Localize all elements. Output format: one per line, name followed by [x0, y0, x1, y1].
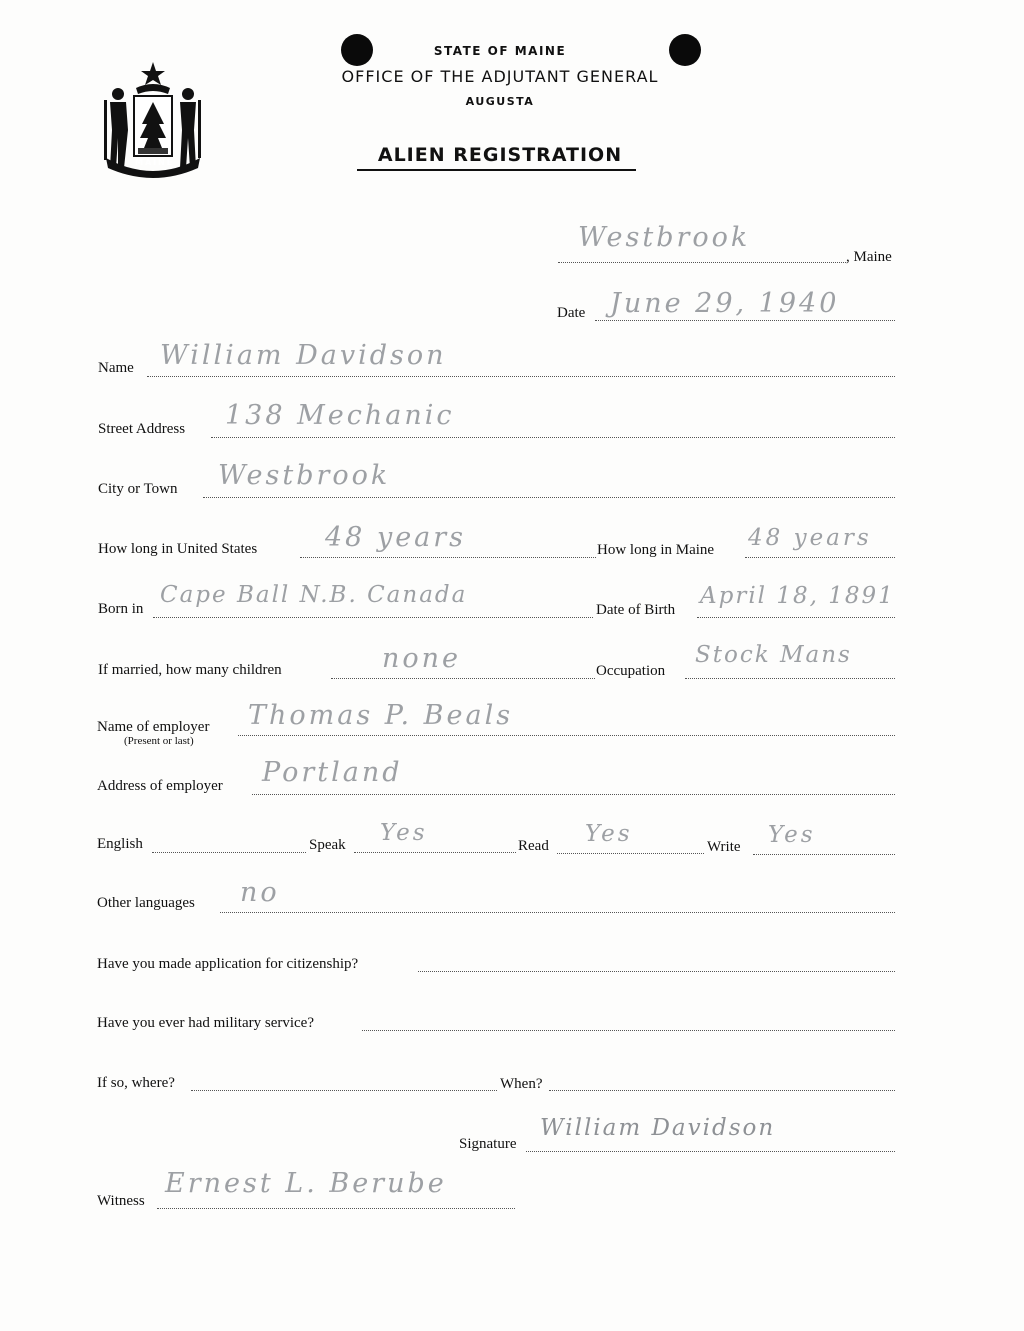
read-dotted-line [557, 853, 704, 854]
children-label: If married, how many children [98, 662, 282, 678]
born-in-value: Cape Ball N.B. Canada [160, 582, 468, 608]
employer-value: Thomas P. Beals [248, 700, 514, 731]
date-dotted-line [595, 320, 895, 321]
maine-label: , Maine [846, 249, 892, 265]
how-long-maine-value: 48 years [748, 525, 872, 551]
dob-dotted-line [697, 617, 895, 618]
occupation-label: Occupation [596, 663, 666, 679]
street-label: Street Address [98, 421, 186, 437]
employer-address-label: Address of employer [97, 778, 223, 794]
children-value: none [382, 643, 462, 674]
read-value: Yes [585, 821, 633, 847]
how-long-maine-dotted-line [745, 557, 895, 558]
employer-label: Name of employer [97, 719, 210, 735]
where-dotted-line [191, 1090, 497, 1091]
signature-value: William Davidson [540, 1115, 776, 1141]
where-label: If so, where? [97, 1075, 175, 1091]
street-value: 138 Mechanic [225, 400, 455, 431]
place-dotted-line [558, 262, 846, 263]
write-label: Write [707, 839, 741, 855]
city-label: City or Town [98, 481, 178, 497]
witness-dotted-line [157, 1208, 515, 1209]
city-dotted-line [203, 497, 895, 498]
date-value: June 29, 1940 [610, 288, 840, 319]
how-long-maine-label: How long in Maine [597, 542, 715, 558]
name-dotted-line [147, 376, 895, 377]
signature-label: Signature [459, 1136, 517, 1152]
citizenship-dotted-line [418, 971, 895, 972]
other-languages-value: no [240, 877, 280, 908]
how-long-us-label: How long in United States [98, 541, 258, 557]
born-in-label: Born in [98, 601, 144, 617]
born-in-dotted-line [153, 617, 593, 618]
employer-address-value: Portland [262, 757, 403, 788]
write-dotted-line [753, 854, 895, 855]
employer-dotted-line [238, 735, 895, 736]
speak-label: Speak [309, 837, 346, 853]
military-label: Have you ever had military service? [97, 1015, 314, 1031]
when-label: When? [500, 1076, 543, 1092]
speak-dotted-line [354, 852, 516, 853]
employer-address-dotted-line [252, 794, 895, 795]
signature-dotted-line [526, 1151, 895, 1152]
english-dotted-line [152, 852, 306, 853]
speak-value: Yes [380, 820, 428, 846]
other-languages-label: Other languages [97, 895, 195, 911]
dob-label: Date of Birth [596, 602, 676, 618]
date-label: Date [557, 305, 586, 321]
title-underline [357, 169, 636, 171]
name-value: William Davidson [160, 340, 447, 371]
header-office: OFFICE OF THE ADJUTANT GENERAL [341, 67, 659, 86]
employer-sub-label: (Present or last) [124, 735, 194, 747]
other-languages-dotted-line [220, 912, 895, 913]
occupation-dotted-line [685, 678, 895, 679]
english-label: English [97, 836, 143, 852]
witness-value: Ernest L. Berube [165, 1168, 447, 1199]
seal-banner-text: MAINE [135, 158, 175, 167]
street-dotted-line [211, 437, 895, 438]
name-label: Name [98, 360, 134, 376]
header-city: AUGUSTA [465, 95, 535, 108]
place-value: Westbrook [578, 222, 751, 253]
write-value: Yes [768, 822, 816, 848]
witness-label: Witness [97, 1193, 145, 1209]
dob-value: April 18, 1891 [700, 583, 895, 609]
how-long-us-value: 48 years [325, 522, 467, 553]
how-long-us-dotted-line [300, 557, 596, 558]
header-state: STATE OF MAINE [433, 44, 567, 58]
citizenship-label: Have you made application for citizenship? [97, 956, 359, 972]
form-title: ALIEN REGISTRATION [377, 144, 623, 166]
city-value: Westbrook [218, 460, 391, 491]
military-dotted-line [362, 1030, 895, 1031]
when-dotted-line [549, 1090, 895, 1091]
read-label: Read [518, 838, 549, 854]
occupation-value: Stock Mans [695, 642, 852, 668]
children-dotted-line [331, 678, 595, 679]
